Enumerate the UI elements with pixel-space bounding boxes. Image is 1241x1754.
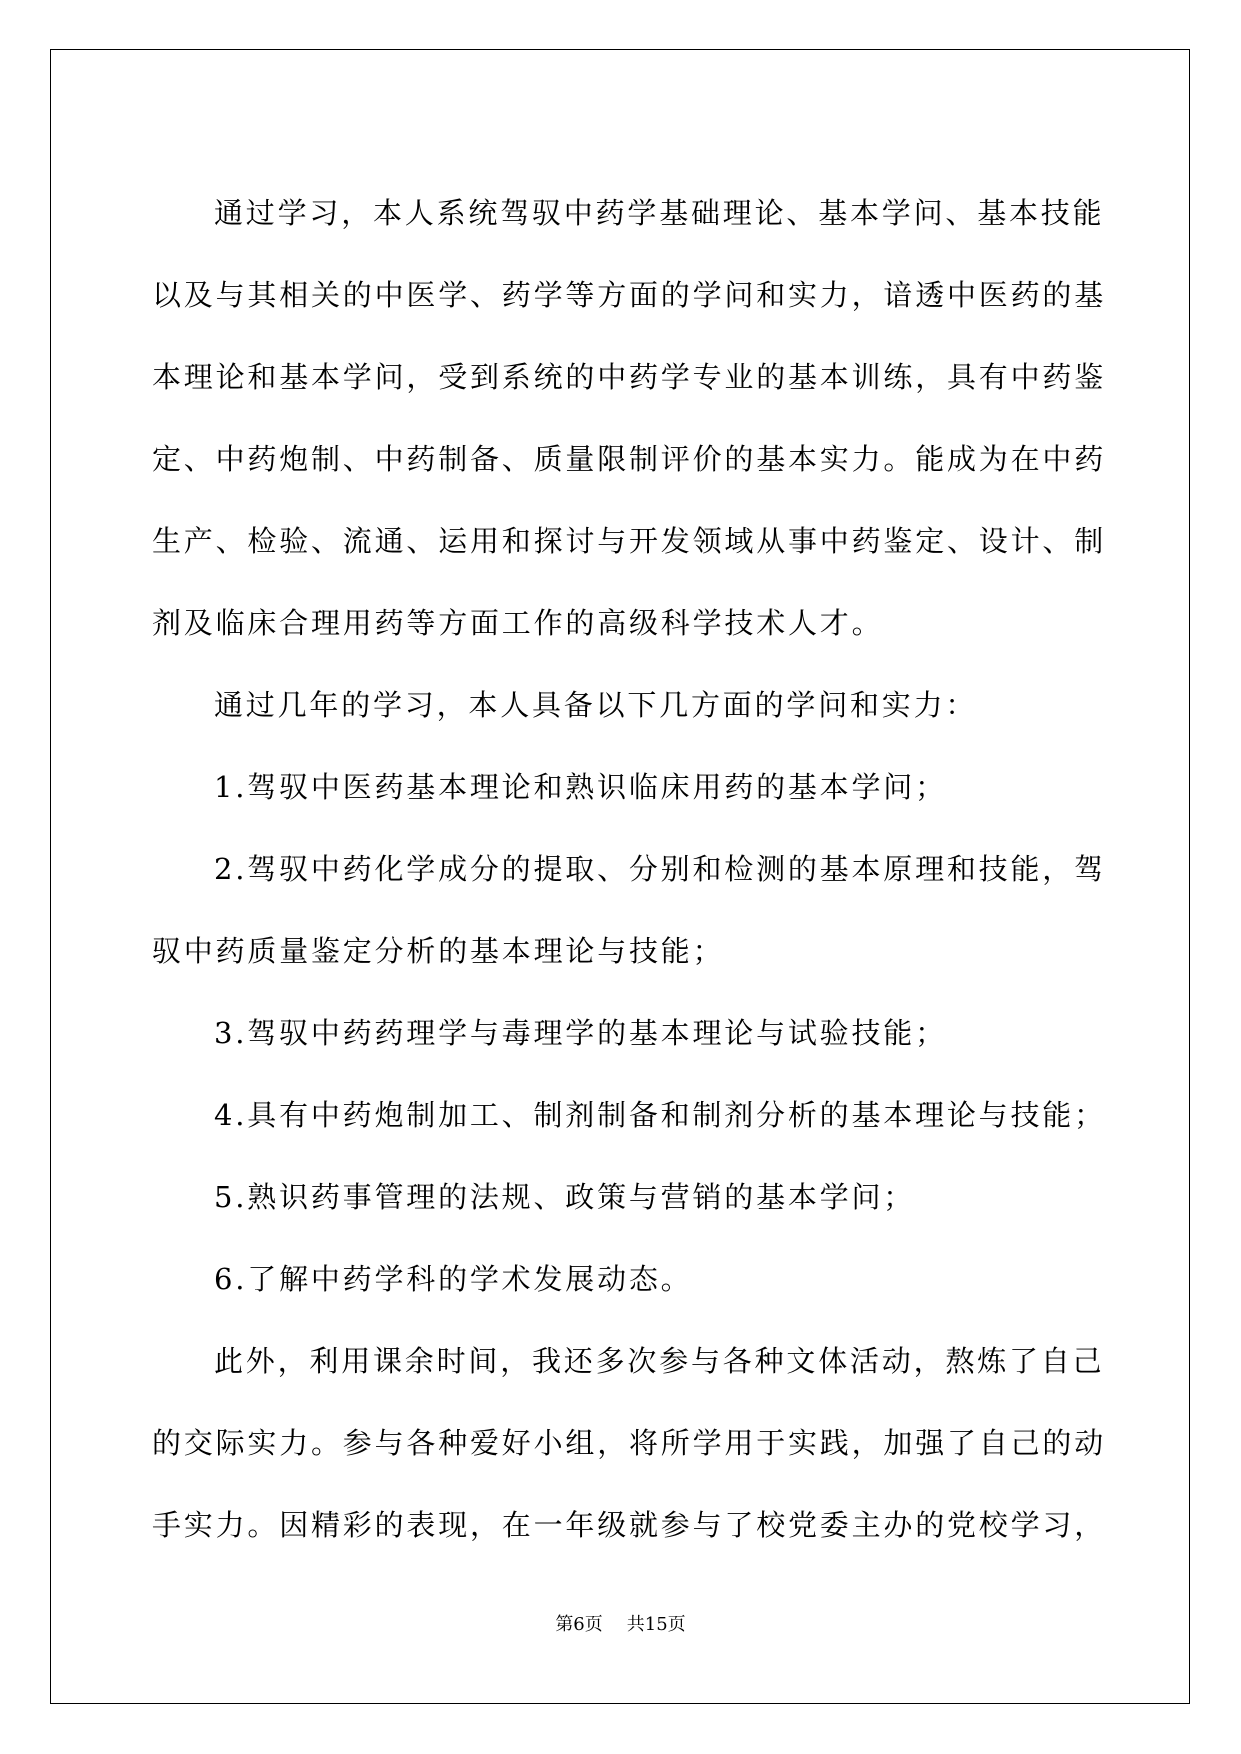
list-item: 1.驾驭中医药基本理论和熟识临床用药的基本学问； <box>214 770 947 804</box>
list-item: 4.具有中药炮制加工、制剂制备和制剂分析的基本理论与技能； <box>214 1098 1106 1132</box>
list-item: 6.了解中药学科的学术发展动态。 <box>214 1262 693 1296</box>
text-line: 通过学习，本人系统驾驭中药学基础理论、基本学问、基本技能 <box>214 196 1105 230</box>
page-footer <box>0 1613 1241 1637</box>
page-total: 共15页 <box>626 1614 686 1635</box>
text-line: 此外，利用课余时间，我还多次参与各种文体活动，熬炼了自己 <box>214 1344 1105 1378</box>
page-number: 第6页 <box>555 1614 603 1635</box>
text-line: 以及与其相关的中医学、药学等方面的学问和实力，谙透中医药的基 <box>152 278 1107 312</box>
list-item: 2.驾驭中药化学成分的提取、分别和检测的基本原理和技能，驾 <box>214 852 1106 886</box>
text-line: 本理论和基本学问，受到系统的中药学专业的基本训练，具有中药鉴 <box>152 360 1107 394</box>
text-line: 通过几年的学习，本人具备以下几方面的学问和实力： <box>214 688 978 722</box>
text-line: 手实力。因精彩的表现，在一年级就参与了校党委主办的党校学习， <box>152 1508 1107 1542</box>
text-line: 剂及临床合理用药等方面工作的高级科学技术人才。 <box>152 606 884 640</box>
list-item: 5.熟识药事管理的法规、政策与营销的基本学问； <box>214 1180 916 1214</box>
list-item: 3.驾驭中药药理学与毒理学的基本理论与试验技能； <box>214 1016 947 1050</box>
text-line: 的交际实力。参与各种爱好小组，将所学用于实践，加强了自己的动 <box>152 1426 1107 1460</box>
document-body <box>152 172 1107 1566</box>
text-line: 驭中药质量鉴定分析的基本理论与技能； <box>152 934 725 968</box>
text-line: 生产、检验、流通、运用和探讨与开发领域从事中药鉴定、设计、制 <box>152 524 1107 558</box>
text-line: 定、中药炮制、中药制备、质量限制评价的基本实力。能成为在中药 <box>152 442 1107 476</box>
